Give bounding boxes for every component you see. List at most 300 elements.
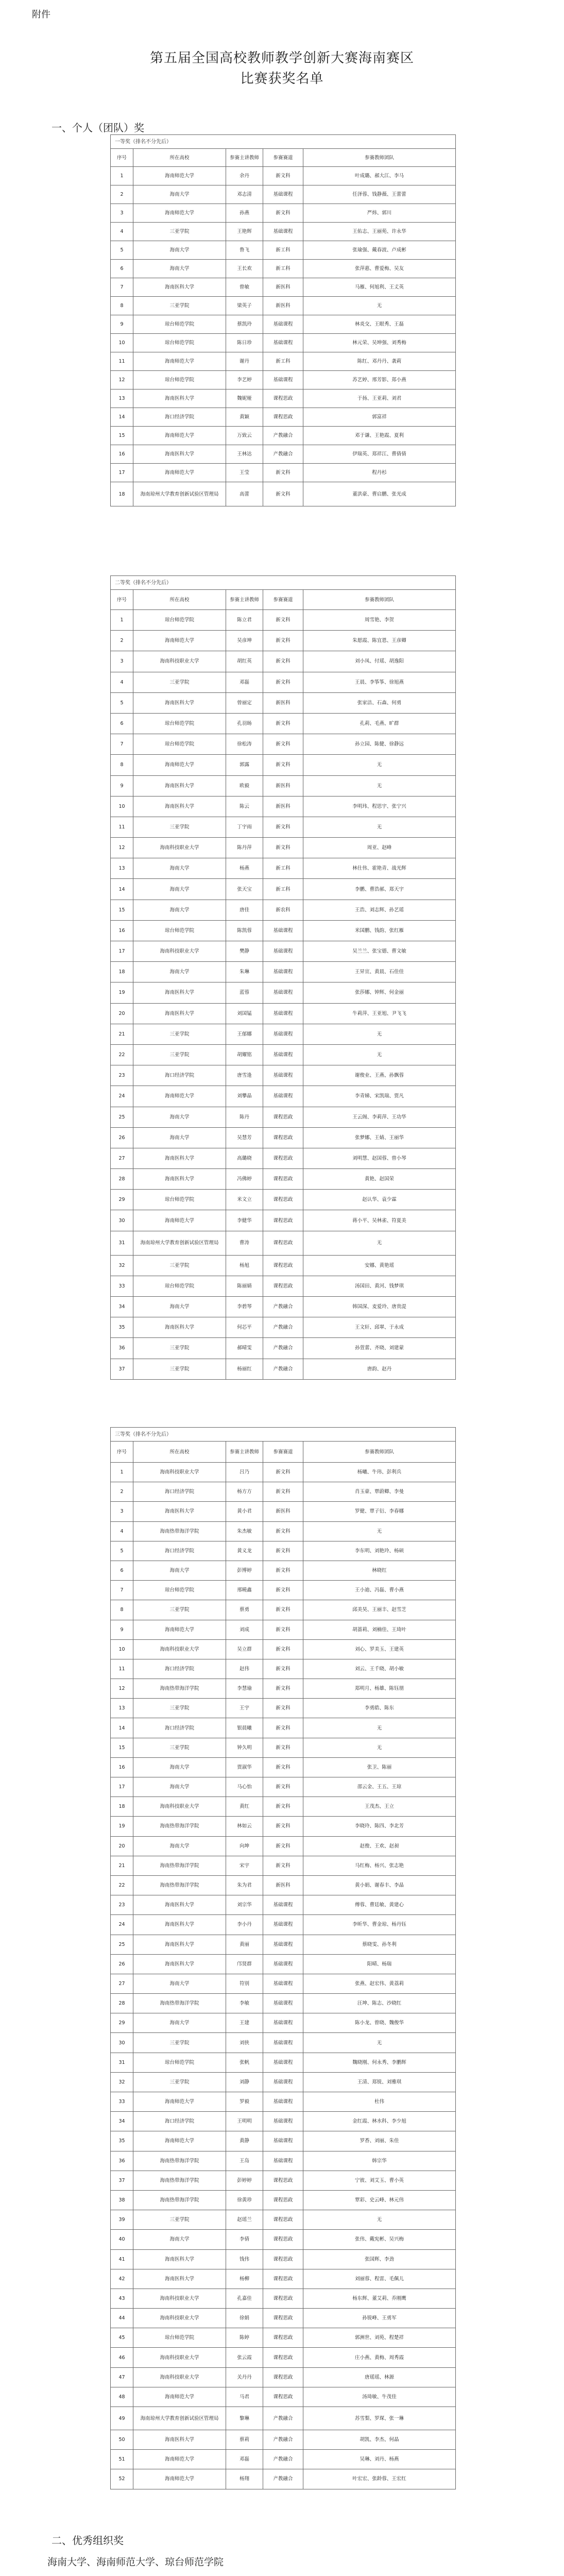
table-cell: 课程思政 <box>263 2269 303 2289</box>
table-cell: 11 <box>111 352 133 371</box>
table-cell: 杨丽红 <box>226 1359 263 1379</box>
table-cell: 梁英子 <box>226 297 263 315</box>
table-cell: 34 <box>111 2112 133 2131</box>
table-cell: 8 <box>111 755 133 775</box>
table-row <box>111 1502 456 1521</box>
table-cell: 海南医科大学 <box>133 1148 226 1168</box>
table-row <box>111 1190 456 1210</box>
table-cell: 海南医科大学 <box>133 2249 226 2269</box>
table-row <box>111 2013 456 2033</box>
table-cell: 谢俊业、王燕、孙飘蓉 <box>303 1065 456 1086</box>
table-row <box>111 2053 456 2072</box>
table-cell: 海南医科大学 <box>133 796 226 817</box>
table-cell: 基础课程 <box>263 2112 303 2131</box>
table-cell: 郭露 <box>226 755 263 775</box>
table-cell: 21 <box>111 1856 133 1875</box>
table-cell: 邢曉鑫 <box>226 1581 263 1600</box>
table-row <box>111 1777 456 1797</box>
table-cell: 33 <box>111 2092 133 2112</box>
table-cell: 琼台师范学院 <box>133 1581 226 1600</box>
table-cell: 新文科 <box>263 1600 303 1620</box>
table-cell: 朱杰敏 <box>226 1521 263 1541</box>
table-cell: 1 <box>111 1463 133 1482</box>
table-cell: 叶成璐、郝大江、李马 <box>303 167 456 185</box>
table-cell: 30 <box>111 1210 133 1231</box>
table-cell: 海南师范大学 <box>133 1210 226 1231</box>
column-header: 序号 <box>111 590 133 610</box>
table-cell: 徐黄珍 <box>226 2190 263 2210</box>
table-cell: 海南科技职业大学 <box>133 1797 226 1817</box>
table-cell: 李鹏、曹浩郝、郑天宇 <box>303 879 456 900</box>
table-cell: 丁宇雨 <box>226 817 263 837</box>
table-cell: 海南师范大学 <box>133 464 226 482</box>
table-cell: 蔡莉 <box>226 2430 263 2450</box>
table-cell: 新文科 <box>263 482 303 506</box>
table-cell: 陈丹 <box>226 1107 263 1127</box>
table-row <box>111 734 456 755</box>
table-cell: 43 <box>111 2289 133 2308</box>
second-prize-table <box>110 575 456 1380</box>
table-cell: 赵认华、袁少霖 <box>303 1190 456 1210</box>
table-cell: 陈立君 <box>226 610 263 631</box>
table-cell: 新文科 <box>263 817 303 837</box>
table-cell: 孙燕 <box>226 204 263 223</box>
table-cell: 课程思政 <box>263 2210 303 2230</box>
table-cell: 5 <box>111 1541 133 1561</box>
table-cell: 向坤 <box>226 1836 263 1856</box>
table-cell: 基础课程 <box>263 962 303 982</box>
table-cell: 米国鹏、钱韵、张红雁 <box>303 920 456 941</box>
table-cell: 陈小龙、曾晓、魏俊华 <box>303 2013 456 2033</box>
table-cell: 赵瑶兰 <box>226 2210 263 2230</box>
table-row <box>111 2210 456 2230</box>
table-cell: 庄小燕、黄梅、周秀霞 <box>303 2348 456 2367</box>
table-cell: 6 <box>111 713 133 734</box>
table-cell: 海南大学 <box>133 1757 226 1777</box>
table-cell: 10 <box>111 1639 133 1659</box>
table-cell: 基础课程 <box>263 334 303 352</box>
table-cell: 产教融合 <box>263 2430 303 2450</box>
table-row <box>111 1065 456 1086</box>
table-cell: 新医科 <box>263 692 303 713</box>
table-cell: 黎琳 <box>226 2407 263 2430</box>
table-cell: 36 <box>111 1338 133 1359</box>
table-cell: 产教融合 <box>263 1359 303 1379</box>
table-cell: 海南医科大学 <box>133 278 226 297</box>
table-cell: 徐娟 <box>226 2309 263 2328</box>
table-cell: 无 <box>303 1024 456 1044</box>
table-cell: 新工科 <box>263 241 303 260</box>
table-cell: 新文科 <box>263 204 303 223</box>
table-cell: 覃彩、史云峰、林元伟 <box>303 2190 456 2210</box>
table-cell: 陈婷 <box>226 2328 263 2348</box>
table-cell: 33 <box>111 1276 133 1296</box>
table-cell: 蔡晓雯、孙冬利 <box>303 1935 456 1954</box>
table-cell: 14 <box>111 1718 133 1738</box>
table-cell: 吕乃 <box>226 1463 263 1482</box>
table-cell: 无 <box>303 297 456 315</box>
table-cell: 海南大学 <box>133 900 226 920</box>
table-cell: 海南师范大学 <box>133 2469 226 2489</box>
table-cell: 新文科 <box>263 1797 303 1817</box>
table-row <box>111 2309 456 2328</box>
table-row <box>111 672 456 692</box>
table-cell: 无 <box>303 1521 456 1541</box>
table-row <box>111 315 456 334</box>
table-cell: 程丹杉 <box>303 464 456 482</box>
table-cell: 王茂杰、王立 <box>303 1797 456 1817</box>
table-cell: 9 <box>111 775 133 796</box>
table-cell: 12 <box>111 371 133 389</box>
table-cell: 王艳辉 <box>226 223 263 241</box>
table-cell: 海南大学 <box>133 1297 226 1317</box>
table-cell: 彭婷婷 <box>226 2171 263 2190</box>
table-cell: 新工科 <box>263 879 303 900</box>
table-cell: 基础课程 <box>263 1044 303 1065</box>
table-cell: 19 <box>111 1817 133 1836</box>
table-row <box>111 1836 456 1856</box>
first-prize-table <box>110 134 456 506</box>
table-cell: 李敏 <box>226 1994 263 2013</box>
table-row <box>111 241 456 260</box>
table-cell: 胡凯、李杰、何晶 <box>303 2430 456 2450</box>
table-cell: 1 <box>111 610 133 631</box>
table-cell: 13 <box>111 1699 133 1718</box>
table-row <box>111 167 456 185</box>
table-row <box>111 1359 456 1379</box>
table-row <box>111 2387 456 2406</box>
table-cell: 刘宗华 <box>226 1895 263 1915</box>
table-cell: 海南科技职业大学 <box>133 2348 226 2367</box>
table-row <box>111 1024 456 1044</box>
table-cell: 新文科 <box>263 631 303 651</box>
table-cell: 海南科技职业大学 <box>133 2367 226 2387</box>
table-cell: 11 <box>111 817 133 837</box>
table-row <box>111 920 456 941</box>
table-cell: 27 <box>111 1148 133 1168</box>
table-cell: 王明明 <box>226 2112 263 2131</box>
table-cell: 52 <box>111 2469 133 2489</box>
column-header: 参赛主讲教师 <box>226 590 263 610</box>
table-cell: 基础课程 <box>263 1086 303 1107</box>
table-cell: 琼台师范学院 <box>133 920 226 941</box>
table-cell: 钟久明 <box>226 1738 263 1757</box>
column-header: 所在高校 <box>133 149 226 167</box>
table-cell: 肖玉豪、覃蔚卿、李曼 <box>303 1482 456 1502</box>
table-cell: 琼台师范学院 <box>133 1190 226 1210</box>
table-cell: 吴立群 <box>226 1639 263 1659</box>
table-cell: 基础课程 <box>263 2131 303 2151</box>
table-cell: 海南科技职业大学 <box>133 941 226 962</box>
table-cell: 邓志清 <box>226 185 263 204</box>
table-cell: 12 <box>111 1679 133 1699</box>
table-row <box>111 2171 456 2190</box>
table-cell: 2 <box>111 631 133 651</box>
table-cell: 何芯平 <box>226 1317 263 1338</box>
table-cell: 基础课程 <box>263 185 303 204</box>
table-cell: 新文科 <box>263 1620 303 1639</box>
table-cell: 新文科 <box>263 1699 303 1718</box>
table-cell: 新医科 <box>263 1875 303 1895</box>
table-cell: 海南大学 <box>133 1974 226 1993</box>
table-cell: 基础课程 <box>263 2013 303 2033</box>
table-cell: 基础课程 <box>263 223 303 241</box>
table-cell: 林炎交、王眼秀、王磊 <box>303 315 456 334</box>
table-cell: 无 <box>303 1231 456 1255</box>
table-cell: 无 <box>303 1738 456 1757</box>
table-row <box>111 651 456 672</box>
table-cell: 5 <box>111 241 133 260</box>
table-cell: 新文科 <box>263 838 303 858</box>
table-cell: 张萍惠、曹爱梅、吴友 <box>303 260 456 278</box>
table-cell: 琼台师范学院 <box>133 334 226 352</box>
table-cell: 基础课程 <box>263 2053 303 2072</box>
table-cell: 樊静 <box>226 941 263 962</box>
table-cell: 3 <box>111 204 133 223</box>
table-row <box>111 2430 456 2450</box>
column-header: 参赛主讲教师 <box>226 149 263 167</box>
table-cell: 张帆 <box>226 2053 263 2072</box>
table-cell: 孔莉、毛燕、旷群 <box>303 713 456 734</box>
table-cell: 海南医科大学 <box>133 1895 226 1915</box>
table-cell: 基础课程 <box>263 1915 303 1935</box>
table-cell: 海南热带海洋学院 <box>133 2171 226 2190</box>
table-cell: 李小丹 <box>226 1915 263 1935</box>
table-cell: 25 <box>111 1107 133 1127</box>
table-cell: 18 <box>111 482 133 506</box>
table-row <box>111 713 456 734</box>
table-cell: 新文科 <box>263 1482 303 1502</box>
table-cell: 马心怡 <box>226 1777 263 1797</box>
table-cell: 课程思政 <box>263 1255 303 1276</box>
table-row <box>111 1127 456 1148</box>
table-cell: 符别 <box>226 1974 263 1993</box>
table-cell: 35 <box>111 1317 133 1338</box>
table-cell: 海南热带海洋学院 <box>133 1817 226 1836</box>
table-cell: 40 <box>111 2230 133 2249</box>
table-cell: 汪坤、陈志、沙晓红 <box>303 1994 456 2013</box>
table-cell: 49 <box>111 2407 133 2430</box>
table-cell: 海南师范大学 <box>133 1620 226 1639</box>
table-cell: 罗毅 <box>226 2092 263 2112</box>
table-cell: 课程思政 <box>263 2328 303 2348</box>
table-cell: 高蕾 <box>226 482 263 506</box>
table-row <box>111 1148 456 1168</box>
table-cell: 海南科技职业大学 <box>133 1463 226 1482</box>
table-cell: 刘小凤、付瑶、胡逸阳 <box>303 651 456 672</box>
table-row <box>111 2033 456 2053</box>
table-cell: 林元荣、吴坤强、刘秀梅 <box>303 334 456 352</box>
table-cell: 黄静 <box>226 2131 263 2151</box>
table-cell: 杨方方 <box>226 1482 263 1502</box>
table-row <box>111 900 456 920</box>
table-cell: 刘静 <box>226 2072 263 2092</box>
table-row <box>111 1231 456 1255</box>
table-cell: 米文立 <box>226 1190 263 1210</box>
table-cell: 邓于谦、王艳霞、夏利 <box>303 427 456 445</box>
table-cell: 19 <box>111 982 133 1003</box>
table-cell: 朱琳 <box>226 962 263 982</box>
table-cell: 韩宗华 <box>303 2151 456 2171</box>
table-row <box>111 1679 456 1699</box>
table-cell: 杜伟 <box>303 2092 456 2112</box>
table-row <box>111 1757 456 1777</box>
table-cell: 海南大学 <box>133 1836 226 1856</box>
table-cell: 无 <box>303 1044 456 1065</box>
table-cell: 海南科技职业大学 <box>133 838 226 858</box>
table-cell: 张伟、戴宪彬、吴兴梅 <box>303 2230 456 2249</box>
table-cell: 黄颖 <box>226 408 263 427</box>
table-row <box>111 796 456 817</box>
table-cell: 课程思政 <box>263 1127 303 1148</box>
table-cell: 张卫、陈丽 <box>303 1757 456 1777</box>
table-cell: 琼台师范学院 <box>133 315 226 334</box>
table-cell: 孔嘉佳 <box>226 2289 263 2308</box>
table-cell: 周雪艳、李贺 <box>303 610 456 631</box>
table-cell: 张燕、赵宏伟、黄荔莉 <box>303 1974 456 1993</box>
table-cell: 24 <box>111 1086 133 1107</box>
table-cell: 4 <box>111 223 133 241</box>
table-cell: 王文轩、邱翠、于永成 <box>303 1317 456 1338</box>
table-cell: 马雁、何旭利、王丈英 <box>303 278 456 297</box>
table-cell: 51 <box>111 2450 133 2469</box>
table-row <box>111 879 456 900</box>
table-cell: 琼台师范学院 <box>133 713 226 734</box>
table-cell: 刘国锰 <box>226 1003 263 1024</box>
table-cell: 课程思政 <box>263 2348 303 2367</box>
table-cell: 海南医科大学 <box>133 1935 226 1954</box>
table-row <box>111 2367 456 2387</box>
table-cell: 2 <box>111 1482 133 1502</box>
table-cell: 金红霞、林水科、李少旭 <box>303 2112 456 2131</box>
column-header: 序号 <box>111 149 133 167</box>
table-cell: 26 <box>111 1127 133 1148</box>
table-cell: 15 <box>111 900 133 920</box>
table-cell: 海南医科大学 <box>133 1003 226 1024</box>
table-cell: 新医科 <box>263 278 303 297</box>
table-cell: 产教融合 <box>263 445 303 464</box>
table-cell: 蔡凯玲 <box>226 315 263 334</box>
table-cell: 新医科 <box>263 775 303 796</box>
column-header: 参赛赛道 <box>263 1442 303 1463</box>
table-row <box>111 1086 456 1107</box>
table-cell: 29 <box>111 1190 133 1210</box>
table-cell: 17 <box>111 941 133 962</box>
table-cell: 6 <box>111 260 133 278</box>
table-cell: 无 <box>303 817 456 837</box>
table-row <box>111 941 456 962</box>
third-prize-table <box>110 1427 456 2489</box>
table-row <box>111 1338 456 1359</box>
table-cell: 王长欢 <box>226 260 263 278</box>
table-cell: 海南医科大学 <box>133 2269 226 2289</box>
table-cell: 朱为君 <box>226 1875 263 1895</box>
table-cell: 李健华 <box>226 1210 263 1231</box>
table-cell: 刘云、王千晓、胡小敏 <box>303 1659 456 1679</box>
table-row <box>111 1317 456 1338</box>
table-cell: 基础课程 <box>263 2092 303 2112</box>
table-cell: 王昇宣、黄晨、石佳佳 <box>303 962 456 982</box>
table-caption: 三等奖（排名不分先后） <box>111 1428 456 1442</box>
column-header: 所在高校 <box>133 590 226 610</box>
table-row <box>111 2450 456 2469</box>
table-cell: 15 <box>111 427 133 445</box>
table-cell: 34 <box>111 1297 133 1317</box>
table-cell: 新文科 <box>263 1777 303 1797</box>
table-row <box>111 1797 456 1817</box>
table-row <box>111 1107 456 1127</box>
table-cell: 李慧瑜 <box>226 1679 263 1699</box>
table-row <box>111 1915 456 1935</box>
table-cell: 基础课程 <box>263 1024 303 1044</box>
table-cell: 关丹丹 <box>226 2367 263 2387</box>
table-cell: 任泽蓉、钱静薇、王蕾蕾 <box>303 185 456 204</box>
table-cell: 欧毅 <box>226 775 263 796</box>
table-cell: 陈丽婧 <box>226 1276 263 1296</box>
table-cell: 韩国深、麦爱玲、唐贵湜 <box>303 1297 456 1317</box>
table-cell: 海口经济学院 <box>133 1659 226 1679</box>
table-cell: 41 <box>111 2249 133 2269</box>
table-cell: 23 <box>111 1895 133 1915</box>
table-cell: 王浩、刘志辉、孙艺瑶 <box>303 900 456 920</box>
table-row <box>111 1044 456 1065</box>
table-cell: 郭洲世、刘苑、程楚祥 <box>303 2328 456 2348</box>
table-row <box>111 755 456 775</box>
table-cell: 课程思政 <box>263 1148 303 1168</box>
table-cell: 海南琼州大学教育创新试验区管理局 <box>133 1231 226 1255</box>
table-row <box>111 1738 456 1757</box>
table-cell: 陈凯蓉 <box>226 920 263 941</box>
table-cell: 课程思政 <box>263 2367 303 2387</box>
table-cell: 海口经济学院 <box>133 1718 226 1738</box>
table-row <box>111 1581 456 1600</box>
table-cell: 新文科 <box>263 167 303 185</box>
table-row <box>111 2469 456 2489</box>
table-cell: 海南医科大学 <box>133 2430 226 2450</box>
table-cell: 李青娣、宋凯瑞、贾凡 <box>303 1086 456 1107</box>
table-cell: 7 <box>111 1581 133 1600</box>
table-cell: 海南热带海洋学院 <box>133 1994 226 2013</box>
table-cell: 基础课程 <box>263 2072 303 2092</box>
table-row <box>111 1003 456 1024</box>
table-row <box>111 297 456 315</box>
table-cell: 无 <box>303 2210 456 2230</box>
table-row <box>111 204 456 223</box>
table-cell: 董洪豪、曹启鹏、张光成 <box>303 482 456 506</box>
table-row <box>111 1482 456 1502</box>
table-row <box>111 1875 456 1895</box>
table-cell: 基础课程 <box>263 1065 303 1086</box>
table-cell: 46 <box>111 2348 133 2367</box>
table-cell: 课程思政 <box>263 1276 303 1296</box>
table-cell: 新工科 <box>263 858 303 879</box>
table-cell: 海南热带海洋学院 <box>133 2190 226 2210</box>
table-cell: 3 <box>111 651 133 672</box>
table-cell: 新文科 <box>263 1659 303 1679</box>
table-cell: 汤国田、黄河、钱梦琪 <box>303 1276 456 1296</box>
table-cell: 海南师范大学 <box>133 1086 226 1107</box>
table-cell: 琼台师范学院 <box>133 610 226 631</box>
table-cell: 海南科技职业大学 <box>133 1639 226 1659</box>
table-cell: 新文科 <box>263 1463 303 1482</box>
table-cell: 李明玮、程思宇、张宁兴 <box>303 796 456 817</box>
table-cell: 新文科 <box>263 734 303 755</box>
table-cell: 39 <box>111 2210 133 2230</box>
table-cell: 吴彦坤 <box>226 631 263 651</box>
table-cell: 29 <box>111 2013 133 2033</box>
table-cell: 32 <box>111 2072 133 2092</box>
table-row <box>111 1935 456 1954</box>
